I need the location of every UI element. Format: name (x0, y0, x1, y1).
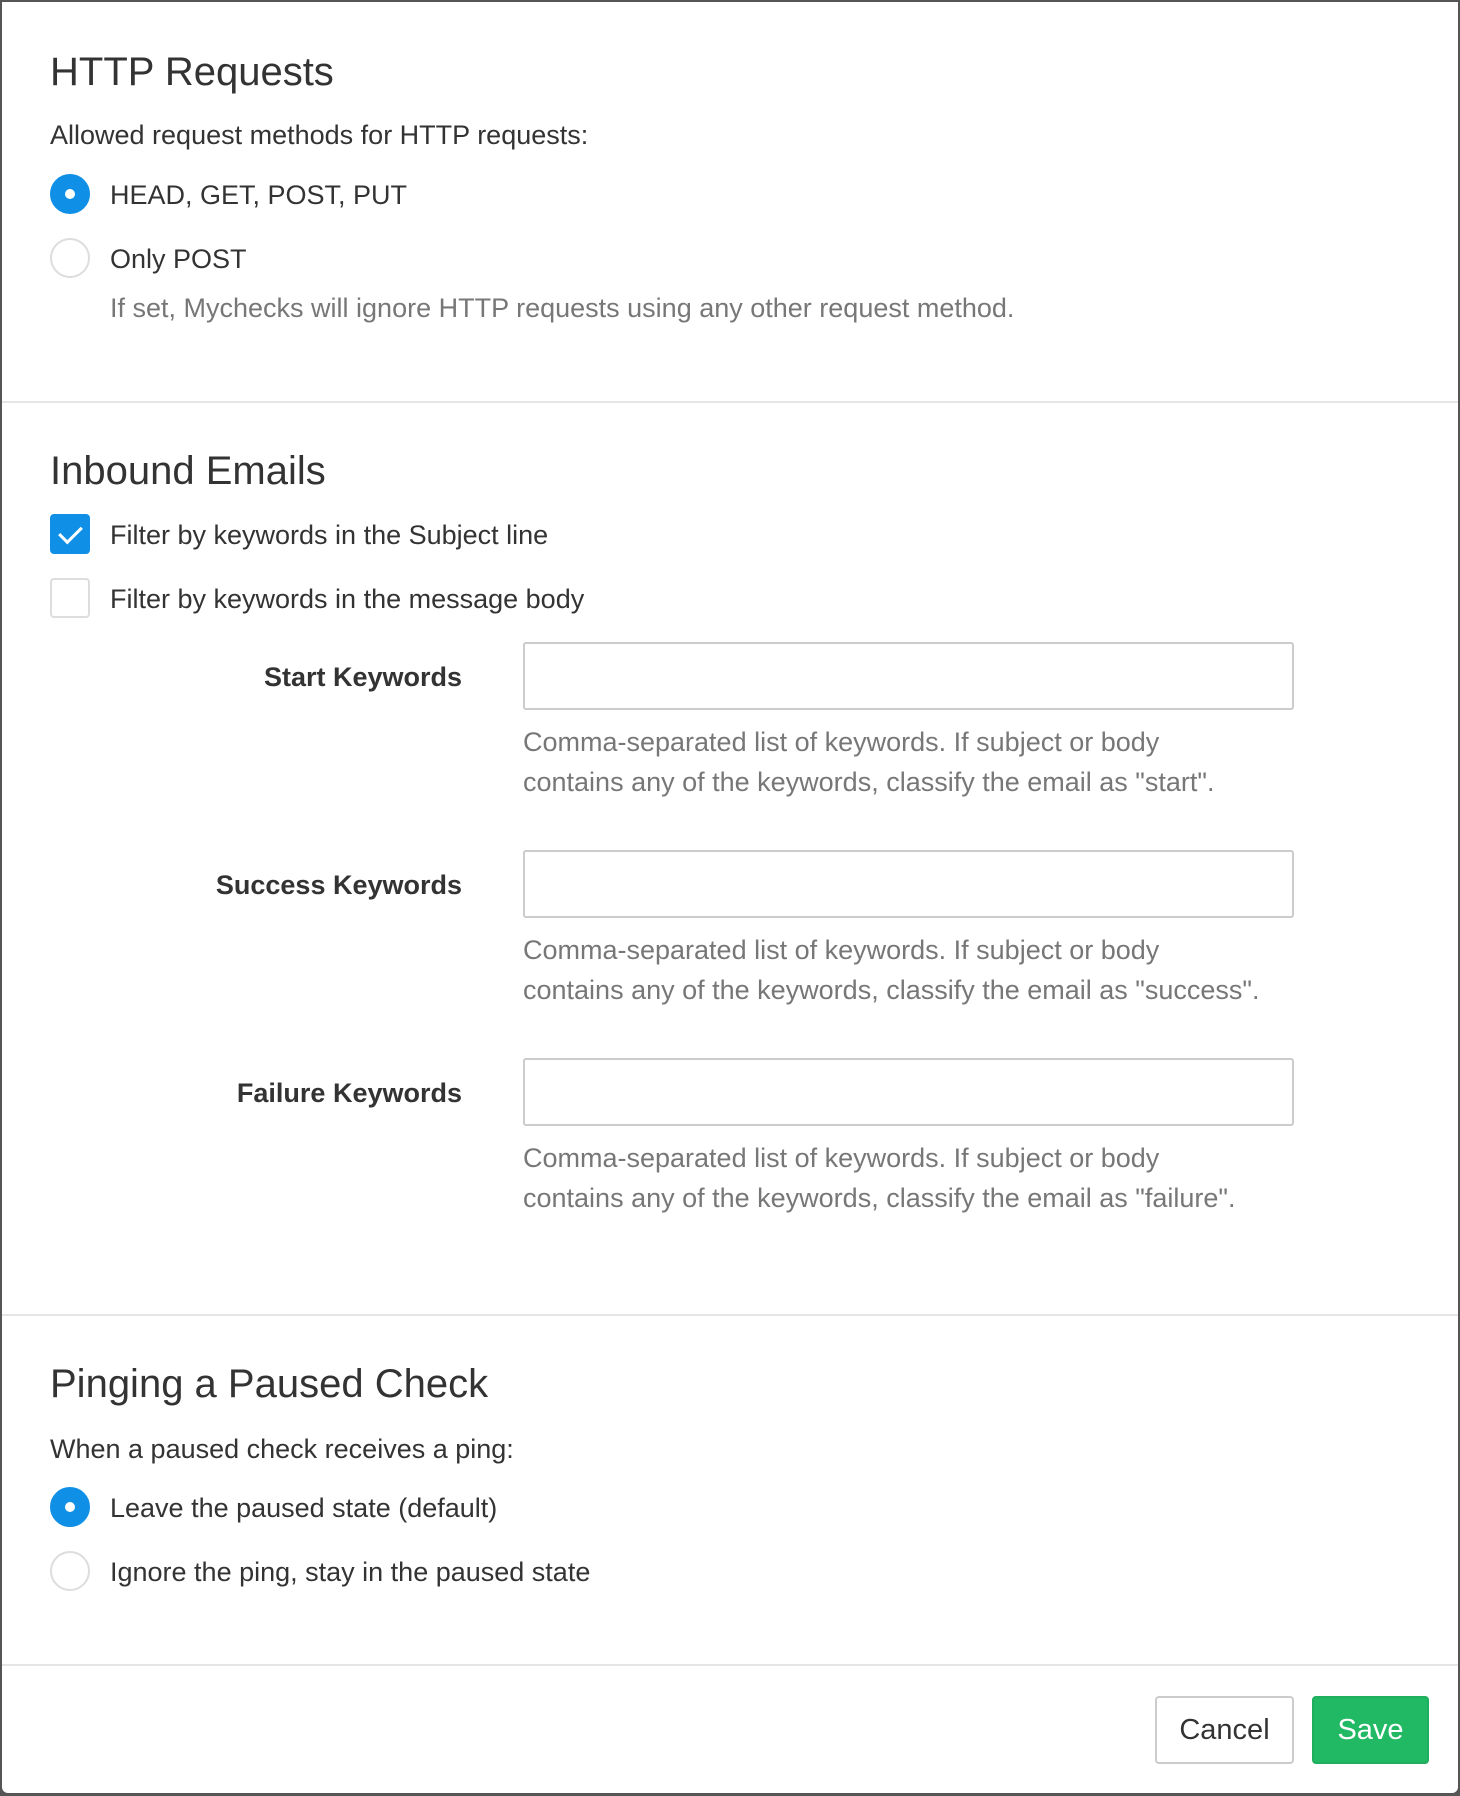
failure-keywords-help-1: Comma-separated list of keywords. If subject or body (523, 1143, 1160, 1173)
radio-all-methods-label[interactable]: HEAD, GET, POST, PUT (110, 180, 408, 210)
radio-all-methods[interactable] (50, 174, 90, 214)
http-help: If set, Mychecks will ignore HTTP requests using any other request method. (110, 293, 1015, 323)
checkbox-filter-body[interactable] (50, 578, 90, 618)
checkbox-filter-subject[interactable] (50, 514, 90, 554)
settings-modal (2, 2, 1458, 1793)
radio-leave-paused[interactable] (50, 1487, 90, 1527)
footer-divider (2, 1664, 1458, 1666)
cancel-button[interactable]: Cancel (1155, 1696, 1294, 1764)
radio-ignore-ping-label[interactable]: Ignore the ping, stay in the paused state (110, 1557, 591, 1587)
radio-only-post-label[interactable]: Only POST (110, 244, 247, 274)
failure-keywords-label: Failure Keywords (236, 1078, 462, 1108)
checkbox-filter-subject-label[interactable]: Filter by keywords in the Subject line (110, 520, 549, 550)
divider (2, 1314, 1458, 1316)
http-prompt: Allowed request methods for HTTP requests: (50, 120, 589, 150)
start-keywords-label: Start Keywords (263, 662, 462, 692)
radio-ignore-ping[interactable] (50, 1551, 90, 1591)
start-keywords-help-2: contains any of the keywords, classify the email as "start". (523, 767, 1215, 797)
save-button[interactable]: Save (1312, 1696, 1429, 1764)
failure-keywords-help-2: contains any of the keywords, classify the email as "failure". (523, 1183, 1236, 1213)
start-keywords-input[interactable] (523, 642, 1294, 710)
divider (2, 401, 1458, 403)
start-keywords-help-1: Comma-separated list of keywords. If subject or body (523, 727, 1160, 757)
failure-keywords-input[interactable] (523, 1058, 1294, 1126)
http-section-title: HTTP Requests (50, 50, 334, 94)
success-keywords-help-2: contains any of the keywords, classify the email as "success". (523, 975, 1260, 1005)
email-section-title: Inbound Emails (50, 449, 326, 493)
radio-only-post[interactable] (50, 238, 90, 278)
success-keywords-help-1: Comma-separated list of keywords. If subject or body (523, 935, 1160, 965)
paused-section-title: Pinging a Paused Check (50, 1362, 489, 1406)
paused-prompt: When a paused check receives a ping: (50, 1434, 514, 1464)
checkbox-filter-body-label[interactable]: Filter by keywords in the message body (110, 584, 585, 614)
success-keywords-label: Success Keywords (215, 870, 462, 900)
success-keywords-input[interactable] (523, 850, 1294, 918)
radio-leave-paused-label[interactable]: Leave the paused state (default) (110, 1493, 498, 1523)
